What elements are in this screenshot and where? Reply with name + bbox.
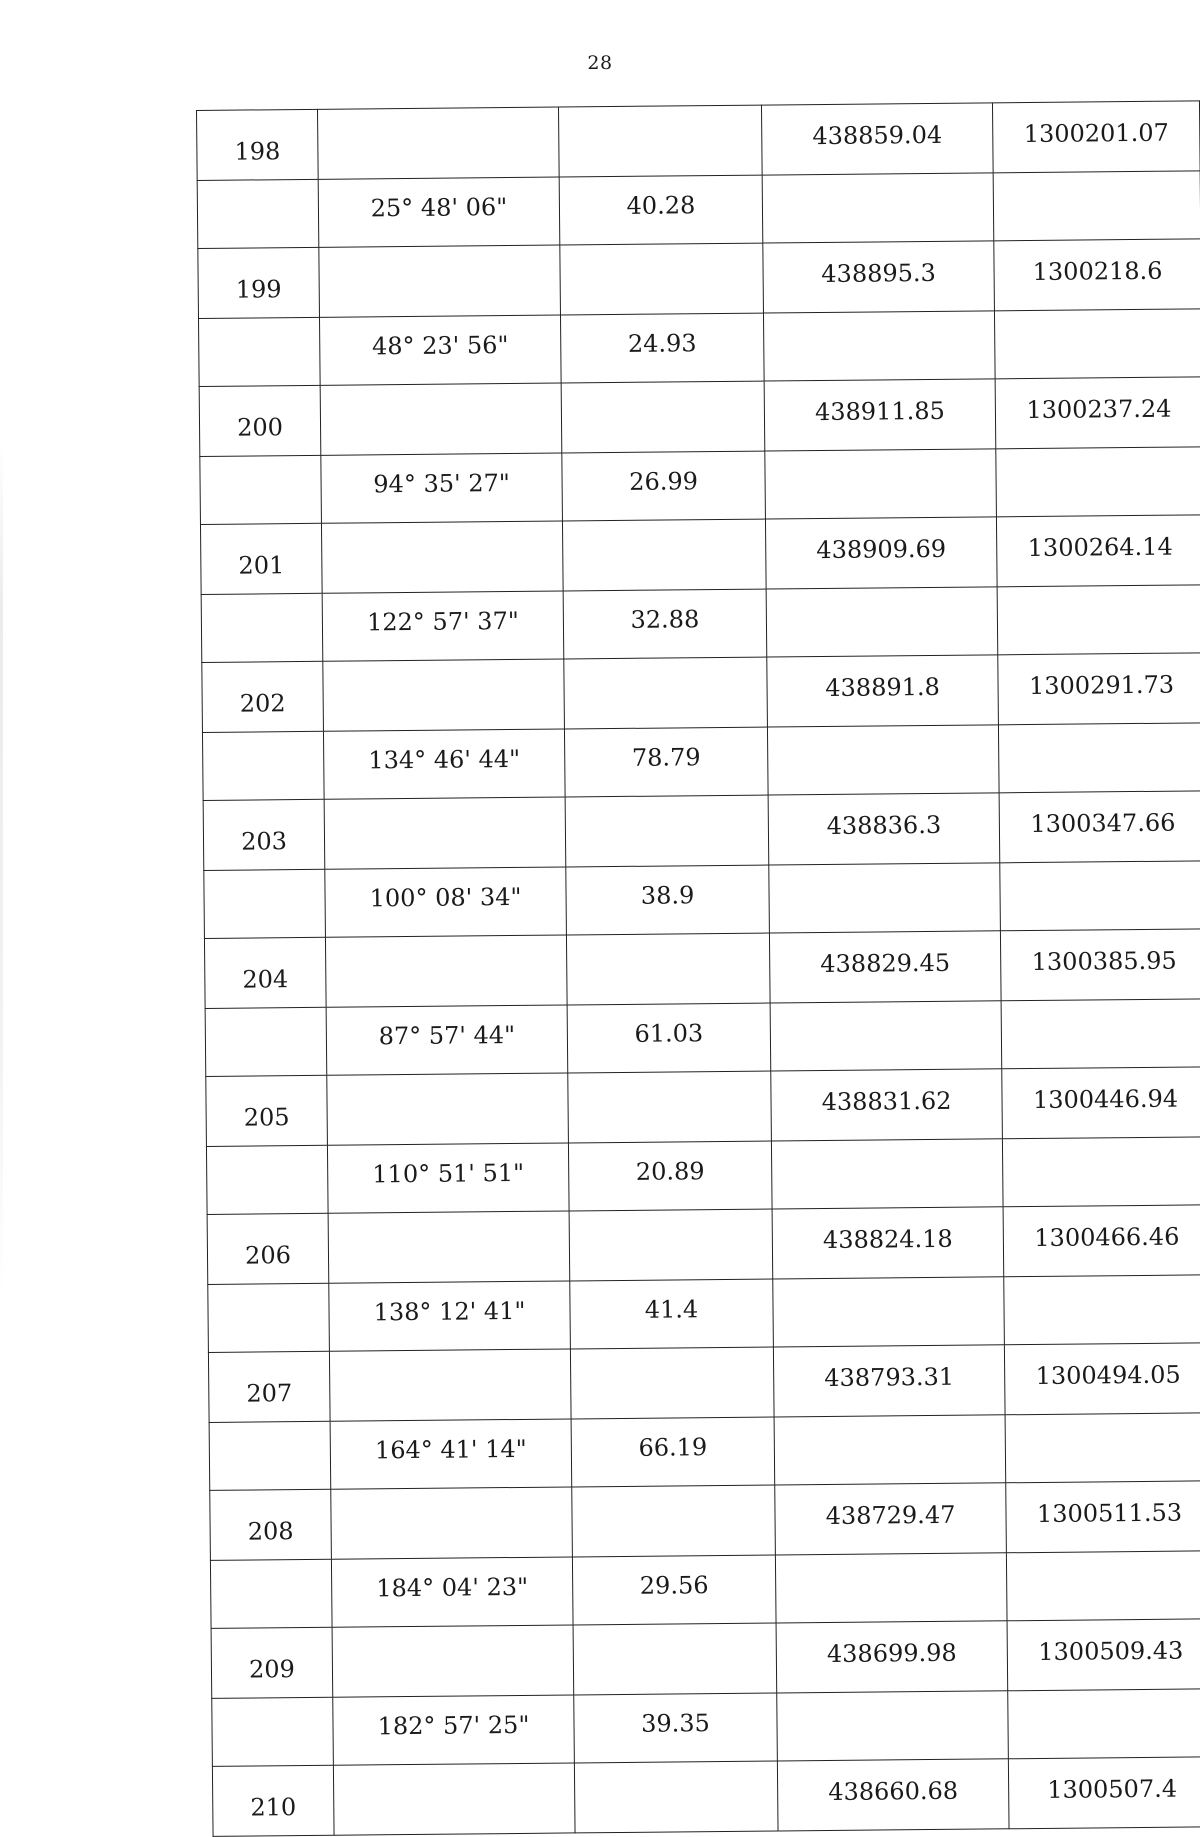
y-coordinate-cell: 1300446.94: [1002, 1067, 1200, 1139]
y-coordinate-cell: 1300494.05: [1004, 1343, 1200, 1415]
y-coordinate-cell: [1000, 861, 1200, 931]
bearing-angle-cell: [323, 659, 565, 731]
distance-cell: 26.99: [562, 451, 766, 521]
y-coordinate-cell: [1001, 999, 1200, 1069]
x-coordinate-cell: 438836.3: [768, 793, 1000, 865]
y-coordinate-cell: 1300237.24: [995, 377, 1200, 449]
x-coordinate-cell: 438859.04: [761, 103, 993, 175]
point-row: [203, 791, 1200, 871]
coordinates-table: [196, 100, 1200, 1837]
x-coordinate-cell: [769, 863, 1001, 933]
bearing-angle-cell: 122° 57' 37": [322, 591, 564, 661]
y-coordinate-cell: [997, 585, 1200, 655]
point-row: [211, 1619, 1200, 1699]
y-coordinate-cell: 1300347.66: [999, 791, 1200, 863]
x-coordinate-cell: [774, 1415, 1006, 1485]
bearing-angle-cell: [320, 383, 562, 455]
bearing-angle-cell: [325, 935, 567, 1007]
x-coordinate-cell: 438891.8: [767, 655, 999, 727]
y-coordinate-cell: 1300385.95: [1000, 929, 1200, 1001]
distance-cell: [574, 1761, 778, 1833]
distance-cell: [565, 795, 769, 867]
segment-row: [209, 1413, 1200, 1491]
y-coordinate-cell: [996, 447, 1200, 517]
page-number: 28: [587, 52, 613, 74]
x-coordinate-cell: [777, 1691, 1009, 1761]
coordinates-table-body: [197, 101, 1200, 1837]
y-coordinate-cell: [1005, 1413, 1200, 1483]
x-coordinate-cell: [766, 587, 998, 657]
y-coordinate-cell: [1006, 1551, 1200, 1621]
segment-row: [204, 861, 1200, 939]
x-coordinate-cell: [765, 449, 997, 519]
distance-cell: [564, 657, 768, 729]
y-coordinate-cell: 1300218.6: [994, 239, 1200, 311]
bearing-angle-cell: 48° 23' 56": [319, 315, 561, 385]
bearing-angle-cell: 134° 46' 44": [323, 729, 565, 799]
y-coordinate-cell: 1300291.73: [998, 653, 1200, 725]
bearing-angle-cell: 138° 12' 41": [329, 1281, 571, 1351]
distance-cell: [561, 381, 765, 453]
x-coordinate-cell: 438793.31: [773, 1345, 1005, 1417]
x-coordinate-cell: [762, 173, 994, 243]
distance-cell: [562, 519, 766, 591]
point-number-cell: [199, 317, 321, 386]
distance-cell: 66.19: [571, 1417, 775, 1487]
point-number-cell: [205, 1007, 327, 1076]
point-number-cell: 206: [207, 1213, 329, 1284]
point-row: [198, 239, 1200, 319]
y-coordinate-cell: 1300509.43: [1007, 1619, 1200, 1691]
x-coordinate-cell: 438729.47: [775, 1483, 1007, 1555]
distance-cell: [568, 1071, 772, 1143]
bearing-angle-cell: [329, 1349, 571, 1421]
bearing-angle-cell: 164° 41' 14": [330, 1419, 572, 1489]
y-coordinate-cell: 1300466.46: [1003, 1205, 1200, 1277]
bearing-angle-cell: [328, 1211, 570, 1283]
y-coordinate-cell: [994, 309, 1200, 379]
segment-row: [200, 447, 1200, 525]
distance-cell: 24.93: [560, 313, 764, 383]
distance-cell: [560, 243, 764, 315]
point-number-cell: 201: [200, 523, 322, 594]
y-coordinate-cell: [1002, 1137, 1200, 1207]
y-coordinate-cell: [993, 171, 1200, 241]
point-row: [197, 101, 1200, 181]
bearing-angle-cell: [317, 107, 559, 179]
x-coordinate-cell: 438909.69: [765, 517, 997, 589]
y-coordinate-cell: 1300511.53: [1006, 1481, 1200, 1553]
point-number-cell: 208: [210, 1489, 332, 1560]
x-coordinate-cell: 438699.98: [776, 1621, 1008, 1693]
segment-row: [201, 585, 1200, 663]
distance-cell: 41.4: [570, 1279, 774, 1349]
point-row: [208, 1343, 1200, 1423]
bearing-angle-cell: [332, 1625, 574, 1697]
distance-cell: 20.89: [568, 1141, 772, 1211]
distance-cell: [569, 1209, 773, 1281]
bearing-angle-cell: [333, 1763, 575, 1835]
point-number-cell: [204, 869, 326, 938]
point-number-cell: 210: [212, 1765, 334, 1836]
y-coordinate-cell: 1300507.4: [1008, 1757, 1200, 1829]
x-coordinate-cell: 438895.3: [763, 241, 995, 313]
segment-row: [208, 1275, 1200, 1353]
point-number-cell: [208, 1283, 330, 1352]
distance-cell: [570, 1347, 774, 1419]
segment-row: [197, 171, 1200, 249]
point-row: [204, 929, 1200, 1009]
bearing-angle-cell: 94° 35' 27": [321, 453, 563, 523]
point-number-cell: [206, 1145, 328, 1214]
point-number-cell: [197, 179, 319, 248]
point-number-cell: 198: [197, 109, 319, 180]
x-coordinate-cell: [775, 1553, 1007, 1623]
point-number-cell: [210, 1559, 332, 1628]
bearing-angle-cell: [331, 1487, 573, 1559]
distance-cell: 78.79: [564, 727, 768, 797]
y-coordinate-cell: [1008, 1689, 1200, 1759]
point-number-cell: 209: [211, 1627, 333, 1698]
coordinates-table-wrapper: [196, 100, 1200, 1837]
x-coordinate-cell: [771, 1139, 1003, 1209]
distance-cell: 38.9: [566, 865, 770, 935]
point-number-cell: 199: [198, 247, 320, 318]
segment-row: [206, 1137, 1200, 1215]
bearing-angle-cell: [324, 797, 566, 869]
bearing-angle-cell: [319, 245, 561, 317]
y-coordinate-cell: [998, 723, 1200, 793]
y-coordinate-cell: 1300264.14: [996, 515, 1200, 587]
segment-row: [199, 309, 1200, 387]
bearing-angle-cell: [327, 1073, 569, 1145]
x-coordinate-cell: [770, 1001, 1002, 1071]
distance-cell: [572, 1485, 776, 1557]
point-number-cell: 207: [208, 1351, 330, 1422]
bearing-angle-cell: 110° 51' 51": [327, 1143, 569, 1213]
distance-cell: [558, 105, 762, 177]
segment-row: [202, 723, 1200, 801]
point-number-cell: [212, 1697, 334, 1766]
bearing-angle-cell: 87° 57' 44": [326, 1005, 568, 1075]
x-coordinate-cell: 438911.85: [764, 379, 996, 451]
segment-row: [212, 1689, 1200, 1767]
point-number-cell: [209, 1421, 331, 1490]
x-coordinate-cell: [773, 1277, 1005, 1347]
bearing-angle-cell: 182° 57' 25": [333, 1695, 575, 1765]
x-coordinate-cell: 438660.68: [777, 1759, 1009, 1831]
segment-row: [210, 1551, 1200, 1629]
point-row: [199, 377, 1200, 457]
point-row: [212, 1757, 1200, 1837]
bearing-angle-cell: [321, 521, 563, 593]
segment-row: [205, 999, 1200, 1077]
bearing-angle-cell: 184° 04' 23": [331, 1557, 573, 1627]
distance-cell: 39.35: [574, 1693, 778, 1763]
point-number-cell: 203: [203, 799, 325, 870]
point-number-cell: 205: [206, 1075, 328, 1146]
x-coordinate-cell: [767, 725, 999, 795]
point-number-cell: [200, 455, 322, 524]
y-coordinate-cell: 1300201.07: [992, 101, 1200, 173]
x-coordinate-cell: 438829.45: [769, 931, 1001, 1003]
point-row: [202, 653, 1200, 733]
point-row: [207, 1205, 1200, 1285]
point-row: [210, 1481, 1200, 1561]
point-number-cell: [201, 593, 323, 662]
x-coordinate-cell: 438824.18: [772, 1207, 1004, 1279]
point-number-cell: 204: [204, 937, 326, 1008]
distance-cell: [573, 1623, 777, 1695]
distance-cell: 40.28: [559, 175, 763, 245]
x-coordinate-cell: 438831.62: [771, 1069, 1003, 1141]
x-coordinate-cell: [763, 311, 995, 381]
distance-cell: 32.88: [563, 589, 767, 659]
point-row: [206, 1067, 1200, 1147]
point-number-cell: [202, 731, 324, 800]
scan-edge-shadow: [0, 440, 3, 1300]
y-coordinate-cell: [1004, 1275, 1200, 1345]
point-number-cell: 202: [202, 661, 324, 732]
point-row: [200, 515, 1200, 595]
point-number-cell: 200: [199, 385, 321, 456]
distance-cell: [566, 933, 770, 1005]
distance-cell: 61.03: [567, 1003, 771, 1073]
distance-cell: 29.56: [572, 1555, 776, 1625]
bearing-angle-cell: 25° 48' 06": [318, 177, 560, 247]
bearing-angle-cell: 100° 08' 34": [325, 867, 567, 937]
